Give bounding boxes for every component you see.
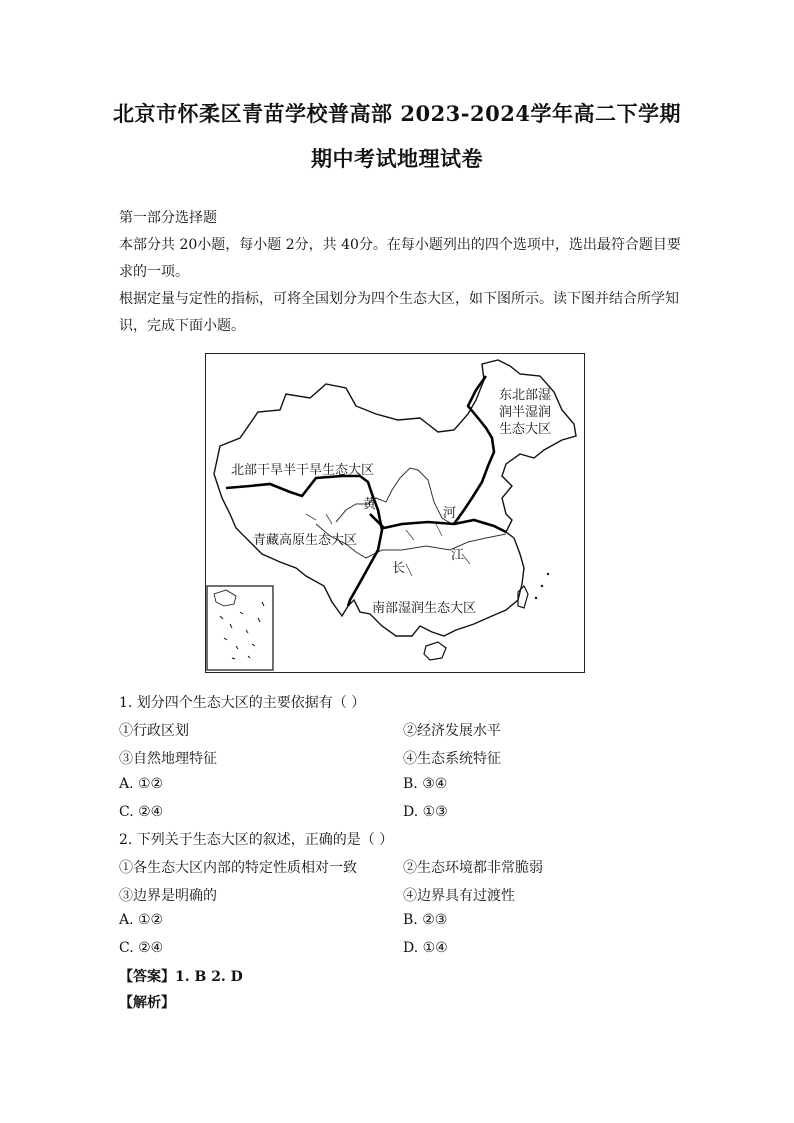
q1-stem: 1. 划分四个生态大区的主要依据有（ ） [119,695,366,711]
q2-option-c: C. ②④ [119,940,164,956]
q2-statement-1: ①各生态大区内部的特定性质相对一致 [119,860,357,876]
south-china-sea-inset [207,586,273,670]
china-eco-region-map [205,353,585,673]
q2-option-a: A. ①② [119,912,164,928]
intro-line-1: 本部分共 20小题，每小题 2分，共 40分。在每小题列出的四个选项中，选出最符合题目要 [119,237,681,253]
label-northeast-region: 东北部湿润半湿润生态大区 [499,388,552,437]
q1-option-a: A. ①② [119,776,164,792]
label-he: 河 [443,506,457,521]
label-tibet-region: 青藏高原生态大区 [253,533,358,548]
boundary-north-tibet [226,476,372,496]
q1-statement-3: ③自然地理特征 [119,751,217,767]
section-heading: 第一部分选择题 [119,210,217,226]
title-line-1: 北京市怀柔区青苗学校普高部 2023-2024学年高二下学期 [113,101,681,126]
boundary-north-south [370,514,506,532]
hainan-island [424,642,446,660]
label-north-region: 北部干旱半干旱生态大区 [231,463,375,478]
stem-line-1: 根据定量与定性的指标，可将全国划分为四个生态大区，如下图所示。读下图并结合所学知 [119,291,679,307]
q2-option-b: B. ②③ [403,912,448,928]
q2-option-d: D. ①④ [403,940,448,956]
taiwan-island [518,586,528,608]
boundary-north-northeast [454,376,494,524]
q2-stem: 2. 下列关于生态大区的叙述，正确的是（ ） [119,832,394,848]
q2-statement-2: ②生态环境都非常脆弱 [403,860,543,876]
q2-statement-4: ④边界具有过渡性 [403,888,515,904]
q1-statement-1: ①行政区划 [119,723,189,739]
answer-line: 【答案】1. B 2. D [119,969,243,985]
title-line-2: 期中考试地理试卷 [311,146,483,171]
stem-line-2: 识，完成下面小题。 [119,318,245,334]
q1-statement-2: ②经济发展水平 [403,723,501,739]
q1-option-c: C. ②④ [119,804,164,820]
intro-line-2: 求的一项。 [119,264,189,280]
q1-statement-4: ④生态系统特征 [403,751,501,767]
label-huang: 黄 [363,497,377,512]
analysis-heading: 【解析】 [119,995,175,1011]
q2-statement-3: ③边界是明确的 [119,888,217,904]
q1-option-d: D. ①③ [403,804,448,820]
label-south-region: 南部湿润生态大区 [372,601,477,616]
label-chang: 长 [392,561,406,576]
label-jiang: 江 [451,548,465,563]
q1-option-b: B. ③④ [403,776,448,792]
